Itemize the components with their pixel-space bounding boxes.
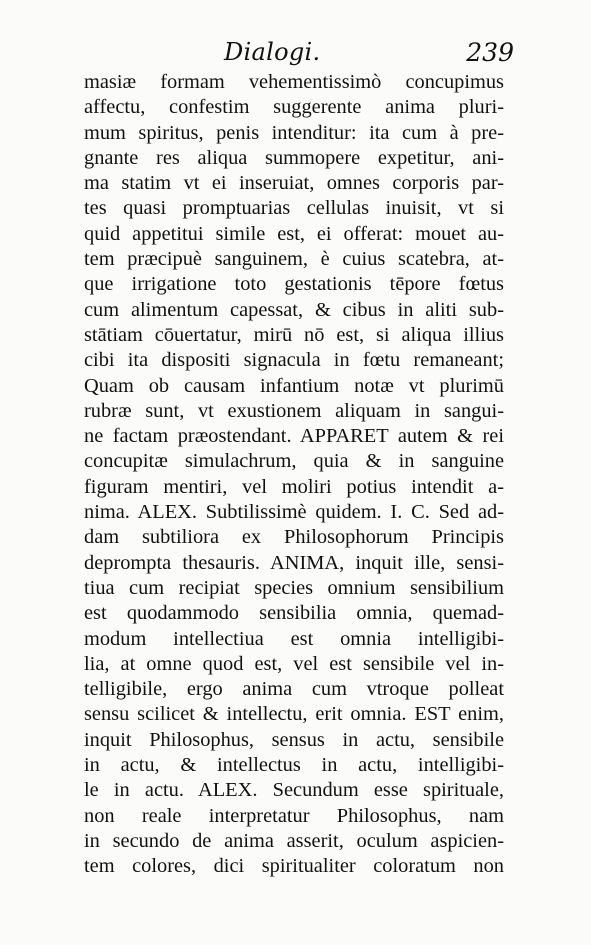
page-number: 239 (466, 38, 514, 67)
text-line: est quodammodo sensibilia omnia, quemad- (84, 602, 504, 625)
text-line: tes quasi promptuarias cellulas inuisit, vt si (84, 197, 504, 220)
text-line: concupitæ simulachrum, quia & in sanguine (84, 450, 504, 473)
text-line: stātiam cōuertatur, mirū nō est, si aliqua illius (84, 323, 504, 346)
text-line: figuram mentiri, vel moliri potius intendit a- (84, 475, 504, 498)
text-line: cum alimentum capessat, & cibus in aliti sub- (84, 298, 504, 321)
text-line: telligibile, ergo anima cum vtroque polleat (84, 678, 504, 701)
text-line: tem colores, dici spiritualiter coloratum non (84, 855, 504, 878)
text-line: non reale interpretatur Philosophus, nam (84, 804, 504, 827)
text-line: affectu, confestim suggerente anima pluri- (84, 96, 504, 119)
text-line: quid appetitui simile est, ei offerat: mouet au- (84, 222, 504, 245)
text-line: in actu, & intellectus in actu, intelligibi- (84, 754, 504, 777)
text-line: lia, at omne quod est, vel est sensibile vel in- (84, 652, 504, 675)
text-line: le in actu. ALEX. Secundum esse spirituale, (84, 779, 504, 802)
text-line: gnante res aliqua summopere expetitur, ani- (84, 146, 504, 169)
running-head (84, 38, 514, 70)
text-line: que irrigatione toto gestationis tēpore fœtus (84, 273, 504, 296)
text-line: ma statim vt ei inseruiat, omnes corporis par- (84, 172, 504, 195)
running-title: Dialogi. (224, 38, 321, 66)
text-line: in secundo de anima asserit, oculum aspicien- (84, 829, 504, 852)
text-line: rubræ sunt, vt exustionem aliquam in sangui- (84, 399, 504, 422)
text-line: tiua cum recipiat species omnium sensibilium (84, 576, 504, 599)
body-text (84, 70, 504, 880)
text-line: sensu scilicet & intellectu, erit omnia. EST enim, (84, 703, 504, 726)
text-line: mum spiritus, penis intenditur: ita cum à pre- (84, 121, 504, 144)
text-line: ne factam præostendant. APPARET autem & rei (84, 425, 504, 448)
text-line: nima. ALEX. Subtilissimè quidem. I. C. Sed ad- (84, 501, 504, 524)
text-line: cibi ita dispositi signacula in fœtu remaneant; (84, 349, 504, 372)
text-line: Quam ob causam infantium notæ vt plurimū (84, 374, 504, 397)
text-line: deprompta thesauris. ANIMA, inquit ille, sensi- (84, 551, 504, 574)
text-line: masiæ formam vehementissimò concupimus (84, 71, 504, 93)
text-line: dam subtiliora ex Philosophorum Principis (84, 526, 504, 549)
text-line: inquit Philosophus, sensus in actu, sensibile (84, 728, 504, 751)
text-line: modum intellectiua est omnia intelligibi- (84, 627, 504, 650)
text-line: tem præcipuè sanguinem, è cuius scatebra, at- (84, 248, 504, 271)
